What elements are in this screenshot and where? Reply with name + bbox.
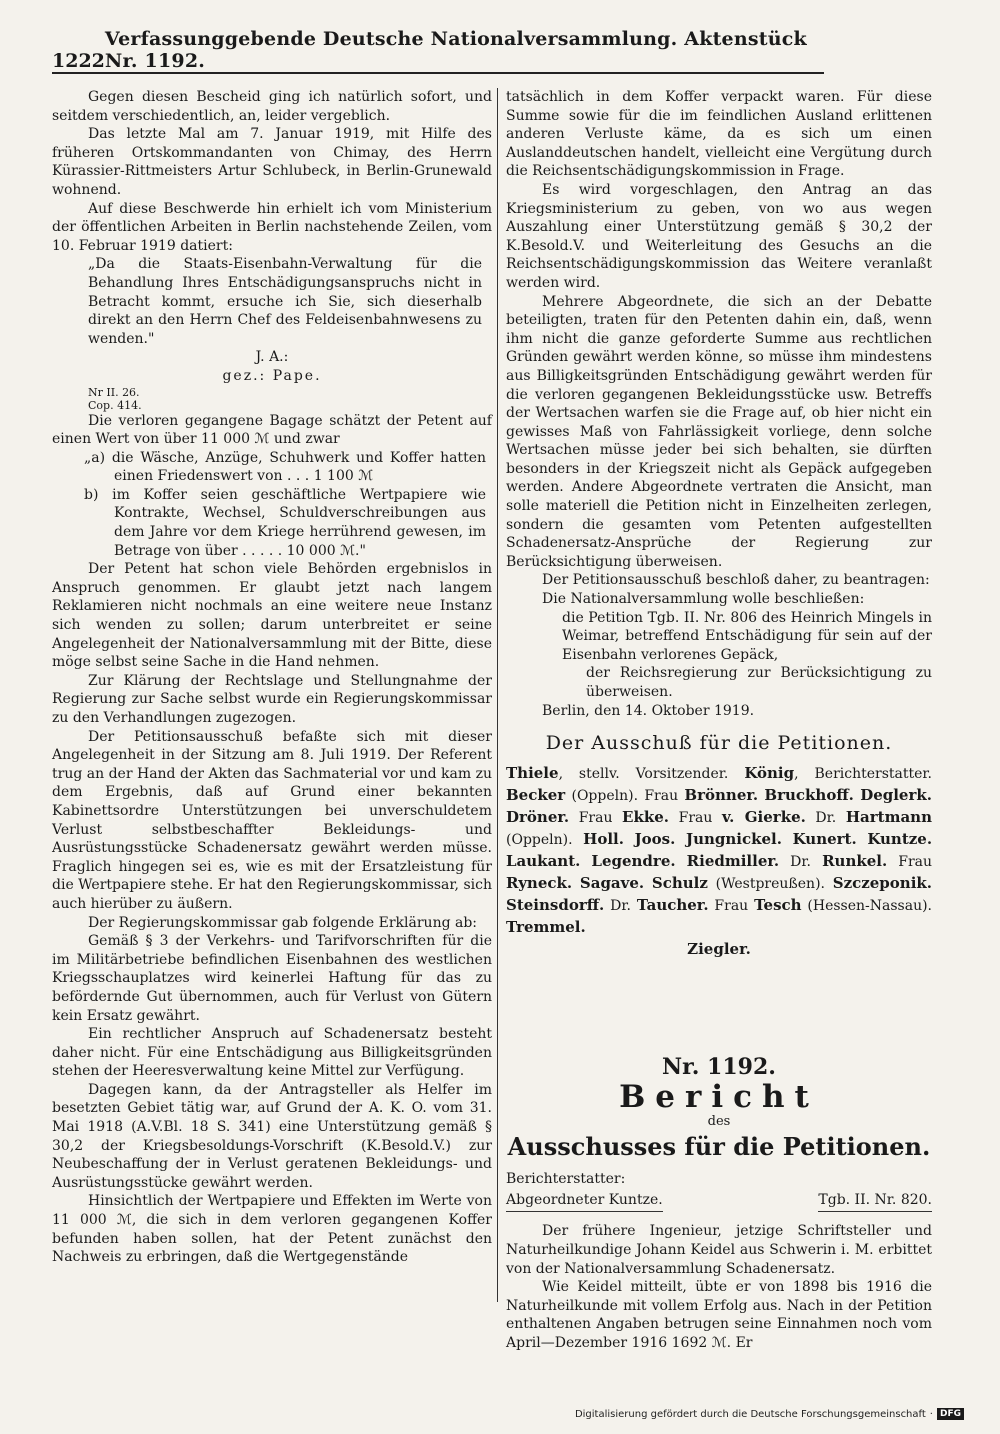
paragraph: Zur Klärung der Rechtslage und Stellungnahme der Regierung zur Sache selbst wurde ein Regierungskommissar zu den Verhandlungen zugezogen. — [52, 672, 492, 726]
committee-member-name: Taucher. — [636, 895, 709, 914]
committee-member-note: (Hessen-Nassau). — [801, 897, 933, 914]
committee-title: Der Ausschuß für die Petitionen. — [545, 732, 893, 755]
paragraph: Das letzte Mal am 7. Januar 1919, mit Hilfe des früheren Ortskommandanten von Chimay, des Herrn Kürassier-Rittmeisters Artur Schlubeck, in Berlin-Grunewald wohnend. — [52, 126, 492, 198]
paragraph: Die Nationalversammlung wolle beschließen: — [542, 591, 865, 608]
committee-member-note: (Oppeln). — [506, 831, 573, 848]
committee-member-name: Joos. — [634, 829, 676, 848]
committee-member-note: Frau — [708, 897, 749, 914]
committee-member-name: Thiele — [506, 763, 559, 782]
committee-member-name: Bruckhoff. — [764, 785, 854, 804]
committee-member-name: Kuntze. — [867, 829, 933, 848]
report-committee: Ausschusses für die Petitionen. — [507, 1131, 931, 1161]
committee-member-name: Laukant. — [506, 851, 581, 870]
committee-member-name: Ryneck. — [506, 873, 573, 892]
reference-number: Cop. 414. — [88, 398, 142, 412]
reporter-line — [506, 1191, 932, 1213]
committee-member-name: Tesch — [754, 895, 802, 914]
committee-member-note: Frau — [669, 809, 713, 826]
paragraph: Wie Keidel mitteilt, übte er von 1898 bis 1916 die Naturheilkunde mit vollem Erfolg aus. Nach in der Petition enthaltenen Angaben betrugen seine Einnahmen noch vom April—Dezember 1916 1692 ℳ. Er — [506, 1279, 932, 1351]
committee-member-name: Becker — [506, 785, 566, 804]
committee-member-name: Brönner. — [684, 785, 759, 804]
dfg-logo: · — [929, 1408, 933, 1420]
page-header — [52, 28, 824, 74]
committee-member-note: (Westpreußen). — [707, 875, 825, 892]
report-heading: Bericht — [619, 1079, 819, 1116]
committee-member-name: v. Gierke. — [721, 807, 806, 826]
letter-quote: „Da die Staats-Eisenbahn-Verwaltung für die Behandlung Ihres Entschädigungsanspruchs nicht in Betracht kommt, ersuche ich Sie, sich dieserhalb direkt an den Herrn Chef des Feldeisenbahnwesens zu wenden." — [88, 256, 482, 347]
paragraph: tatsächlich in dem Koffer verpackt waren. Für diese Summe sowie für die im feindlichen Ausland erlittenen anderen Verluste käme, da es sich um einen Auslanddeutschen handelt, vielleicht eine Vergütung durch die Reichsentschädigungskommission in Frage. — [506, 89, 932, 180]
page-number: 1222 — [52, 50, 105, 72]
footer-text: Digitalisierung gefördert durch die Deutsche Forschungsgemeinschaft — [574, 1408, 926, 1420]
paragraph: Der Petitionsausschuß befaßte sich mit dieser Angelegenheit in der Sitzung am 8. Juli 1919. Der Referent trug an der Hand der Akten das Sachmaterial vor und kam zu dem Ergebnis, daß auf Grund einer bekannten Kabinettsordre Unterstützungen bei unverschuldetem Verlust selbstbeschaffter Bekleidungs- und Ausrüstungsstücke Schadenersatz gewährt werden müsse. Fraglich hingegen sei es, wie es mit der Ersatzleistung für die Wertpapiere stehe. Er hat den Regierungskommissar, sich auch hierüber zu äußern. — [52, 728, 492, 912]
committee-member-name: Schulz — [651, 873, 708, 892]
journal-number: Tgb. II. Nr. 820. — [818, 1191, 932, 1213]
paragraph: Dagegen kann, da der Antragsteller als Helfer im besetzten Gebiet tätig war, auf Grund der A. K. O. vom 31. Mai 1918 (A.V.Bl. 18 S. 341) eine Unterstützung gemäß § 30,2 der Kriegsbesoldungs-Vorschrift (K.Besold.V.) zur Neubeschaffung der in Verlust geratenen Bekleidungs- und Ausrüstungsstücke gewährt werden. — [52, 1081, 492, 1191]
paragraph: Gemäß § 3 der Verkehrs- und Tarifvorschriften für die im Militärbetriebe befindlichen Eisenbahnen des westlichen Kriegsschauplatzes wird keinerlei Haftung für das zu befördernde Gut übernommen, auch für Verlust von Gütern kein Ersatz gewährt. — [52, 933, 492, 1024]
paragraph: Der Regierungskommissar gab folgende Erklärung ab: — [88, 914, 478, 931]
paragraph: Die verloren gegangene Bagage schätzt der Petent auf einen Wert von über 11 000 ℳ und zwar — [52, 412, 492, 448]
committee-member-name: Ziegler. — [687, 939, 751, 958]
committee-member-name: Tremmel. — [506, 917, 586, 936]
paragraph: Hinsichtlich der Wertpapiere und Effekten im Werte von 11 000 ℳ, die sich in dem verloren gegangenen Koffer befunden haben sollen, hat der Petent zunächst den Nachweis zu erbringen, daß die Wertgegenstände — [52, 1193, 492, 1266]
committee-member-note: , Berichterstatter. — [794, 765, 933, 782]
committee-member-note: (Oppeln). Frau — [565, 787, 679, 804]
committee-member-name: Steinsdorff. — [506, 895, 605, 914]
list-item-a: „a) die Wäsche, Anzüge, Schuhwerk und Koffer hatten einen Friedenswert von . . . 1 100 ℳ — [84, 449, 486, 485]
motion-text: die Petition Tgb. II. Nr. 806 des Heinrich Mingels in Weimar, betreffend Entschädigung für sein auf der Eisenbahn verlorenes Gepäck, — [562, 609, 932, 663]
column-divider — [497, 88, 498, 1302]
committee-member-name: Kunert. — [792, 829, 857, 848]
committee-member-note: Frau — [569, 809, 613, 826]
committee-member-note: Dr. — [604, 897, 631, 914]
committee-member-name: Runkel. — [822, 851, 888, 870]
document-number: Nr. 1192. — [662, 1053, 776, 1080]
paragraph: Der Petent hat schon viele Behörden ergebnislos in Anspruch genommen. Er glaubt jetzt nach langem Reklamieren nicht nochmals an eine weitere neue Instanz sich wenden zu sollen; darum unterbreitet er seine Angelegenheit der Nationalversammlung mit der Bitte, diese möge selbst seine Sache in die Hand nehmen. — [52, 561, 492, 671]
committee-member-name: Dröner. — [506, 807, 570, 826]
motion-text: der Reichsregierung zur Berücksichtigung zu überweisen. — [586, 665, 932, 700]
committee-member-note: , stellv. Vorsitzender. — [558, 765, 729, 782]
committee-member-note: Dr. — [805, 809, 837, 826]
report-des: des — [707, 1113, 731, 1129]
date-line: Berlin, den 14. Oktober 1919. — [542, 702, 755, 719]
paragraph: Der frühere Ingenieur, jetzige Schriftsteller und Naturheilkundige Johann Keidel aus Schwerin i. M. erbittet von der Nationalversammlung Schadenersatz. — [506, 1223, 932, 1277]
reporter-name: Abgeordneter Kuntze. — [506, 1191, 663, 1213]
reference-number: Nr II. 26. — [88, 385, 140, 399]
digitization-footer — [575, 1408, 964, 1420]
committee-member-name: Jungnickel. — [685, 829, 782, 848]
committee-member-name: Hartmann — [845, 807, 932, 826]
member-list — [506, 763, 932, 960]
committee-member-name: Sagave. — [579, 873, 645, 892]
list-item-b: b) im Koffer seien geschäftliche Wertpapiere wie Kontrakte, Wechsel, Schuldverschreibungen aus dem Jahre vor dem Kriege herrührend gewesen, im Betrage von über . . . . . 10 000 ℳ." — [84, 486, 486, 559]
right-column — [506, 88, 932, 1353]
signature-ia: J. A.: — [255, 349, 289, 366]
committee-member-name: Riedmiller. — [686, 851, 780, 870]
paragraph: Ein rechtlicher Anspruch auf Schadenersatz besteht daher nicht. Für eine Entschädigung aus Billigkeitsgründen stehen der Heeresverwaltung keine Mittel zur Verfügung. — [52, 1026, 492, 1080]
committee-member-note: Frau — [887, 853, 933, 870]
committee-member-note: Dr. — [779, 853, 812, 870]
committee-member-name: Szczeponik. — [832, 873, 933, 892]
paragraph: Mehrere Abgeordnete, die sich an der Debatte beteiligten, traten für den Petenten dahin ein, daß, wenn ihm nicht die ganze geforderte Summe aus rechtlichen Gründen gewährt werden könne, so müsse ihm mindestens aus Billigkeitsgründen Entschädigung gewährt werden für die verloren gegangenen Bekleidungsstücke usw. Betreffs der Wertsachen warfen sie die Frage auf, ob hier nicht ein gewisses Maß von Fahrlässigkeit vorliege, denn solche Wertsachen müsse jeder bei sich behalten, sie dürften besonders in der Kriegszeit nicht als Gepäck aufgegeben werden. Andere Abgeordnete vertraten die Ansicht, man solle materiell die Petition nicht in Einzelheiten zerlegen, sondern die gesamten vom Petenten aufgestellten Schadenersatz-Ansprüche der Regierung zur Berücksichtigung überweisen. — [506, 293, 932, 570]
committee-member-name: Ekke. — [622, 807, 670, 826]
paragraph: Es wird vorgeschlagen, den Antrag an das Kriegsministerium zu geben, von wo aus wegen Auszahlung einer Unterstützung gemäß § 30,2 der K.Besold.V. und Weiterleitung des Gesuchs an die Reichsentschädigungskommission das Weitere veranlaßt werden wird. — [506, 181, 932, 291]
reporter-label: Berichterstatter: — [506, 1171, 626, 1188]
paragraph: Der Petitionsausschuß beschloß daher, zu beantragen: — [542, 572, 930, 589]
dfg-logo-text: DFG — [937, 1408, 964, 1420]
committee-member-name: Deglerk. — [860, 785, 932, 804]
left-column — [52, 88, 492, 1267]
running-title: Verfassunggebende Deutsche Nationalversammlung. Aktenstück Nr. 1192. — [104, 28, 807, 72]
committee-member-name: König — [744, 763, 795, 782]
paragraph: Gegen diesen Bescheid ging ich natürlich sofort, und seitdem verschiedentlich, an, leider vergeblich. — [52, 89, 492, 124]
paragraph: Auf diese Beschwerde hin erhielt ich vom Ministerium der öffentlichen Arbeiten in Berlin nachstehende Zeilen, vom 10. Februar 1919 datiert: — [52, 200, 492, 254]
committee-member-name: Holl. — [583, 829, 624, 848]
signature: gez.: Pape. — [222, 367, 322, 384]
committee-member-name: Legendre. — [591, 851, 676, 870]
